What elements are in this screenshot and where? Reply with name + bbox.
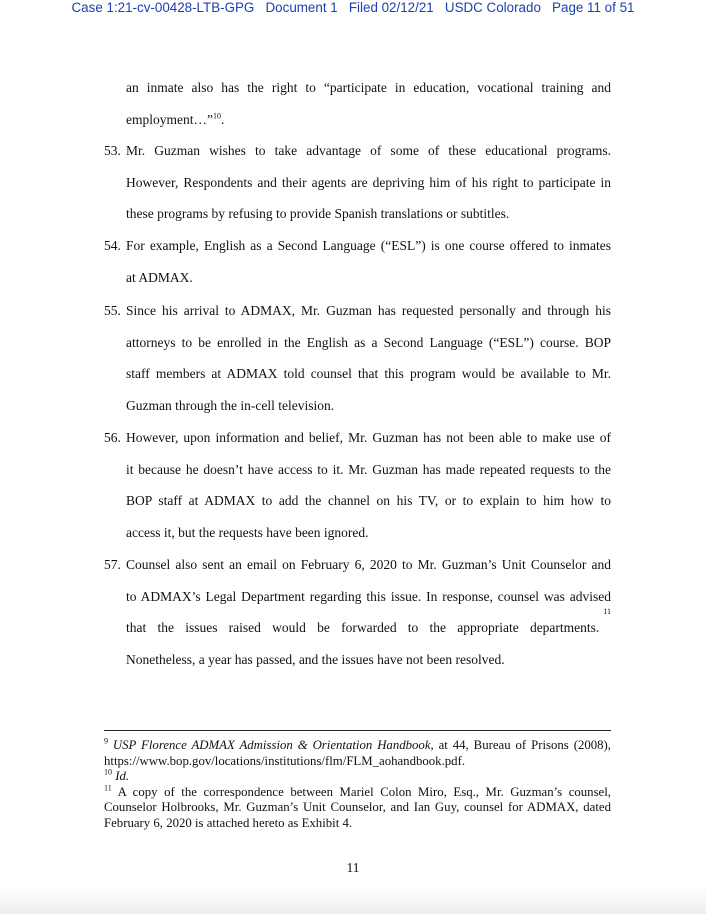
- footnote-ref-10: 10: [212, 111, 221, 120]
- paragraph-57-line-3-text: that the issues raised would be forwarded to the appropriate departments.: [126, 620, 600, 635]
- footnote-9-mark: 9: [104, 736, 108, 746]
- paragraph-55: [104, 295, 611, 421]
- footnote-divider: [104, 730, 611, 731]
- intro-line-2: [104, 104, 611, 136]
- paragraph-57-line-3: [104, 607, 611, 644]
- paragraph-56: [104, 422, 611, 548]
- case-header: Case 1:21-cv-00428-LTB-GPG Document 1 Filed 02/12/21 USDC Colorado Page 11 of 51: [71, 0, 635, 15]
- footnote-10: [104, 769, 611, 785]
- paragraph-57-line-2: to ADMAX’s Legal Department regarding this issue. In response, counsel was advised: [126, 588, 611, 604]
- paragraph-55-line-1-text: Since his arrival to ADMAX, Mr. Guzman has requested personally and through his: [126, 303, 611, 318]
- intro-line-2-text: employment…”: [126, 111, 213, 127]
- paragraph-54-line-1: [104, 230, 611, 262]
- footnote-9-title: USP Florence ADMAX Admission & Orientation Handbook: [112, 738, 431, 752]
- bottom-shade: [0, 886, 706, 914]
- paragraph-55-line-1: [104, 295, 611, 327]
- footnote-9-text: , at 44, Bureau of Prisons (2008), https://www.bop.gov/locations/institutions/flm/FLM_aohandbook.pdf.: [104, 738, 612, 768]
- footnote-ref-11: 11: [603, 607, 611, 616]
- footnote-10-mark: 10: [104, 767, 112, 777]
- paragraph-56-line-1: [104, 422, 611, 454]
- paragraph-56-line-4: access it, but the requests have been ignored.: [126, 524, 369, 540]
- intro-line-2-end: .: [220, 111, 225, 127]
- footnote-9: [104, 738, 611, 769]
- intro-block: [104, 72, 611, 135]
- paragraph-56-line-3: BOP staff at ADMAX to add the channel on his TV, or to explain to him how to: [126, 493, 611, 508]
- paragraph-56-line-2: it because he doesn’t have access to it. Mr. Guzman has made repeated requests to the: [126, 461, 611, 477]
- footnote-11-mark: 11: [104, 783, 112, 793]
- paragraph-56-number: 56.: [104, 430, 121, 445]
- paragraph-53-line-2: However, Respondents and their agents are depriving him of his right to participate in: [126, 174, 611, 190]
- paragraph-53-number: 53.: [104, 143, 121, 158]
- paragraph-57-line-1: [104, 549, 611, 581]
- paragraph-57-line-4: Nonetheless, a year has passed, and the issues have not been resolved.: [126, 651, 505, 667]
- paragraph-54-line-1-text: For example, English as a Second Language (“ESL”) is one course offered to inmates: [126, 238, 611, 253]
- paragraph-53: [104, 135, 611, 230]
- page-number: 11: [346, 860, 360, 875]
- paragraph-55-line-2: attorneys to be enrolled in the English as a Second Language (“ESL”) course. BOP: [126, 334, 611, 350]
- paragraph-54-number: 54.: [104, 238, 121, 253]
- paragraph-53-line-1-text: Mr. Guzman wishes to take advantage of some of these educational programs.: [126, 143, 611, 158]
- footnote-10-text: Id.: [115, 769, 130, 784]
- paragraph-53-line-1: [104, 135, 611, 167]
- footnote-11: [104, 785, 611, 832]
- paragraph-57-line-1-text: Counsel also sent an email on February 6, 2020 to Mr. Guzman’s Unit Counselor and: [126, 557, 611, 572]
- intro-line-1: an inmate also has the right to “participate in education, vocational training and: [126, 80, 611, 95]
- paragraph-56-line-1-text: However, upon information and belief, Mr. Guzman has not been able to make use of: [126, 430, 611, 445]
- footnotes: [104, 738, 611, 832]
- paragraph-55-line-3: staff members at ADMAX told counsel that this program would be available to Mr.: [126, 366, 611, 381]
- footnote-11-text: A copy of the correspondence between Mariel Colon Miro, Esq., Mr. Guzman’s counsel, Counselor Holbrooks, Mr. Guzman’s Unit Counselor, and Ian Guy, counsel for ADMAX, dated February 6, 2020 is attached hereto as Exhibit 4.: [104, 784, 611, 830]
- paragraph-54-line-2: at ADMAX.: [126, 269, 193, 285]
- paragraph-54: [104, 230, 611, 293]
- paragraph-55-number: 55.: [104, 303, 121, 318]
- paragraph-53-line-3: these programs by refusing to provide Spanish translations or subtitles.: [126, 206, 510, 221]
- paragraph-57: [104, 549, 611, 675]
- paragraph-57-number: 57.: [104, 557, 121, 572]
- paragraph-55-line-4: Guzman through the in-cell television.: [126, 397, 335, 413]
